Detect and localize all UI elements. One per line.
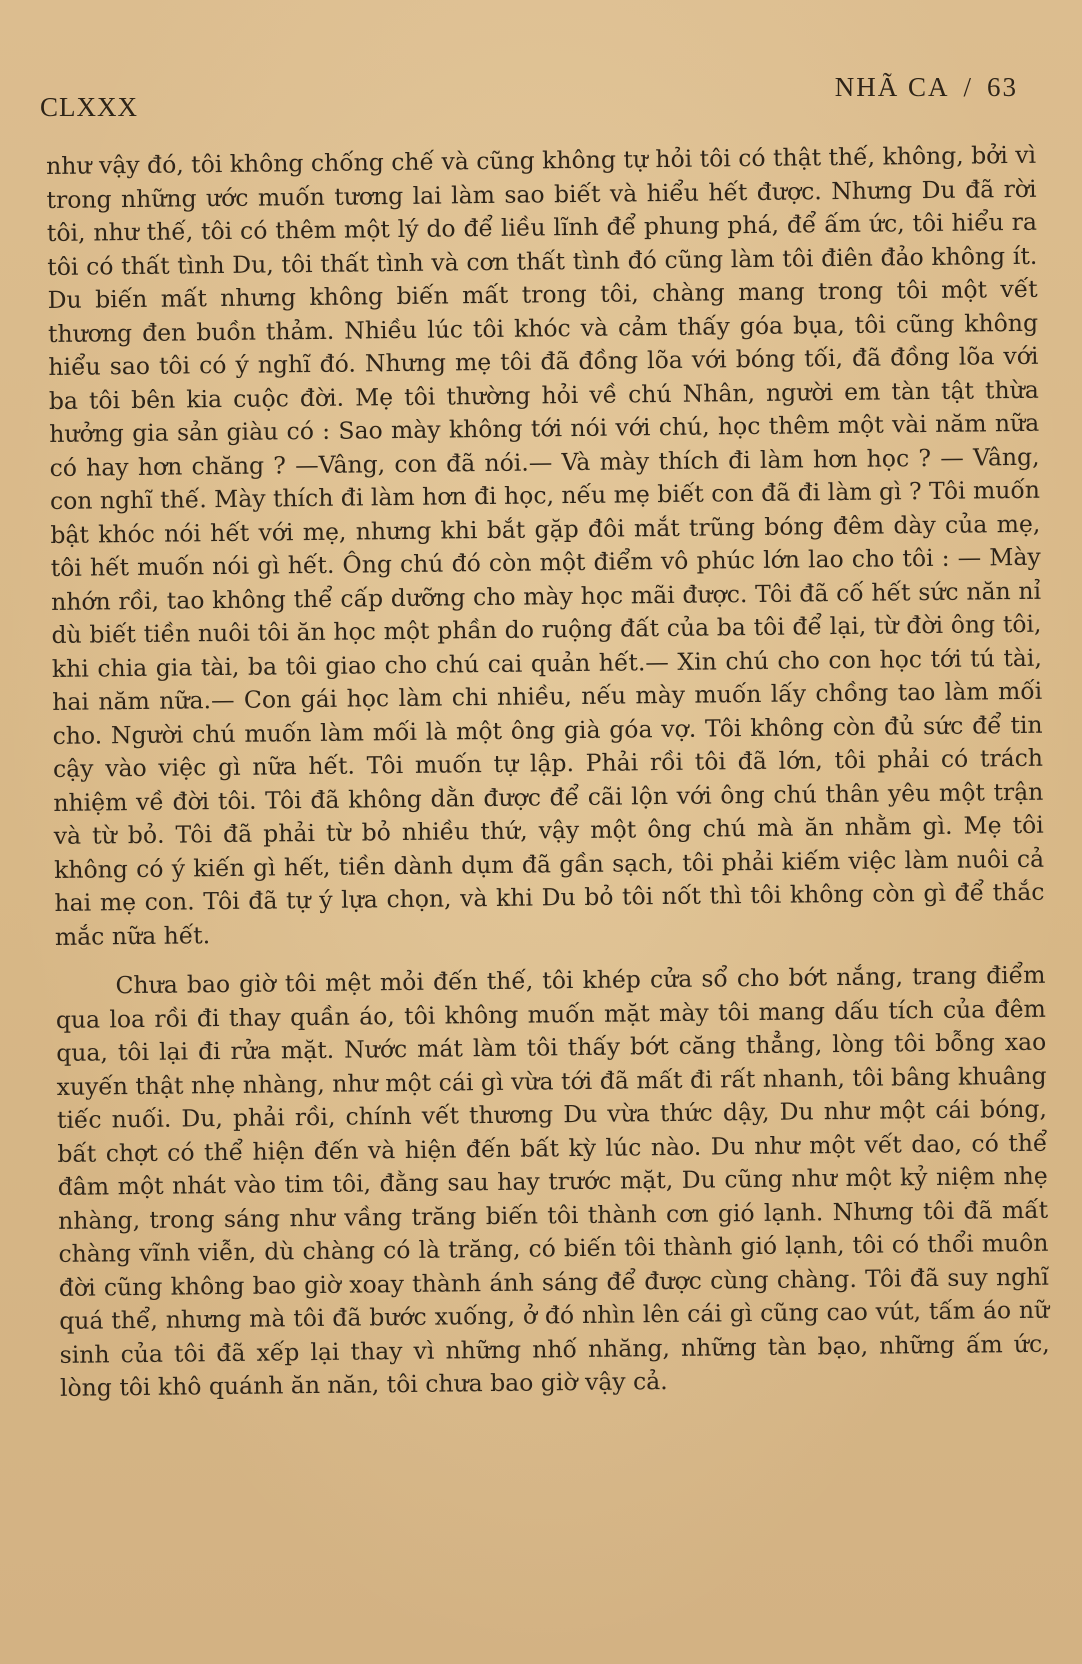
paragraph-1: như vậy đó, tôi không chống chế và cũng không tự hỏi tôi có thật thế, không, bởi vì trong những ước muốn tương lai làm sao biết và hiểu hết được. Nhưng Du đã rời tôi, như thế, tôi có thêm một lý do để liều lĩnh để phung phá, để ấm ức, tôi hiểu ra tôi có thất tình Du, tôi thất tình và cơn thất tình đó cũng làm tôi điên đảo không ít. Du biến mất nhưng không biến mất trong tôi, chàng mang trong tôi một vết thương đen buồn thảm. Nhiều lúc tôi khóc và cảm thấy góa bụa, tôi cũng không hiểu sao tôi có ý nghĩ đó. Nhưng mẹ tôi đã đồng lõa với bóng tối, đã đồng lõa với ba tôi bên kia cuộc đời. Mẹ tôi thường hỏi về chú Nhân, người em tàn tật thừa hưởng gia sản giàu có : Sao mày không tới nói với chú, học thêm một vài năm nữa có hay hơn chăng ? —Vâng, con đã nói.— Và mày thích đi làm hơn học ? — Vâng, con nghĩ thế. Mày thích đi làm hơn đi học, nếu mẹ biết con đã đi làm gì ? Tôi muốn bật khóc nói hết với mẹ, nhưng khi bắt gặp đôi mắt trũng bóng đêm dày của mẹ, tôi hết muốn nói gì hết. Ông chú đó còn một điểm vô phúc lớn lao cho tôi : — Mày nhớn rồi, tao không thể cấp dưỡng cho mày học mãi được. Tôi đã cố hết sức năn nỉ dù biết tiền nuôi tôi ăn học một phần do ruộng đất của ba tôi để lại, từ đời ông tôi, khi chia gia tài, ba tôi giao cho chú cai quản hết.— Xin chú cho con học tới tú tài, hai năm nữa.— Con gái học làm chi nhiều, nếu mày muốn lấy chồng tao làm mối cho. Người chú muốn làm mối là một ông già góa vợ. Tôi không còn đủ sức để tin cậy vào việc gì nữa hết. Tôi muốn tự lập. Phải rồi tôi đã lớn, tôi phải có trách nhiệm về đời tôi. Tôi đã không dằn được để cãi lộn với ông chú thân yêu một trận và từ bỏ. Tôi đã phải từ bỏ nhiều thứ, vậy một ông chú mà ăn nhằm gì. Mẹ tôi không có ý kiến gì hết, tiền dành dụm đã gần sạch, tôi phải kiếm việc làm nuôi cả hai mẹ con. Tôi đã tự ý lựa chọn, và khi Du bỏ tôi nốt thì tôi không còn gì để thắc mắc nữa hết.	[46, 140, 1045, 951]
page-number: 63	[987, 72, 1018, 102]
running-head	[40, 70, 1018, 120]
header-separator: /	[963, 72, 973, 102]
chapter-number: CLXXX	[40, 92, 138, 122]
paragraph-2: Chưa bao giờ tôi mệt mỏi đến thế, tôi khép cửa sổ cho bớt nắng, trang điểm qua loa rồi đi thay quần áo, tôi không muốn mặt mày tôi mang dấu tích của đêm qua, tôi lại đi rửa mặt. Nước mát làm tôi thấy bớt căng thẳng, lòng tôi bỗng xao xuyến thật nhẹ nhàng, như một cái gì vừa tới đã mất đi rất nhanh, tôi bâng khuâng tiếc nuối. Du, phải rồi, chính vết thương Du vừa thức dậy, Du như một cái bóng, bất chợt có thể hiện đến và hiện đến bất kỳ lúc nào. Du như một vết dao, có thể đâm một nhát vào tim tôi, đằng sau hay trước mặt, Du cũng như một kỷ niệm nhẹ nhàng, trong sáng như vầng trăng biến tôi thành cơn gió lạnh. Nhưng tôi đã mất chàng vĩnh viễn, dù chàng có là trăng, có biến tôi thành gió lạnh, tôi có thổi muôn đời cũng không bao giờ xoay thành ánh sáng để được cùng chàng. Tôi đã suy nghĩ quá thể, nhưng mà tôi đã bước xuống, ở đó nhìn lên cái gì cũng cao vút, tấm áo nữ sinh của tôi đã xếp lại thay vì những nhố nhăng, những tàn bạo, những ấm ức, lòng tôi khô quánh ăn năn, tôi chưa bao giờ vậy cả.	[55, 960, 1050, 1402]
body-text	[46, 139, 1050, 1406]
book-title: NHÃ CA	[834, 72, 950, 102]
page-header-right	[835, 72, 1018, 103]
